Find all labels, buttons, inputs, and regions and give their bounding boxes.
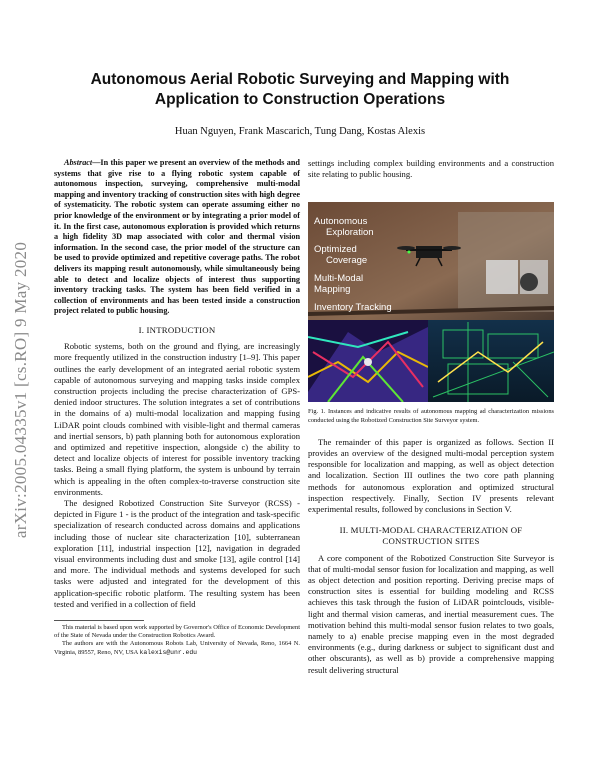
figure-label-multi-modal: Multi-Modal: [314, 273, 364, 285]
organization-paragraph: The remainder of this paper is organized as follows. Section II provides an overview of the designed multi-modal perception system responsible for localization and mapping, as well as object detection and localization. Section III outlines the two core path planning methods for autonomous exploration and optimized structural inspection respectively. Finally, Section IV presents relevant experimental results, followed by conclusions in Section V.: [308, 436, 554, 515]
section-heading-introduction: I. INTRODUCTION: [138, 324, 216, 335]
footnote-funding: This material is based upon work supported by Governor's Office of Economic Development of the State of Nevada under the Construction Robotics Award.: [54, 623, 300, 640]
figure-label-autonomous: Autonomous: [314, 216, 368, 228]
figure-1-image: [308, 202, 554, 402]
footnote-rule: [54, 620, 144, 621]
right-column: [308, 158, 554, 676]
intro-paragraph-3: settings including complex building environments and a construction site relating to public housing.: [308, 158, 554, 180]
intro-paragraph-1: Robotic systems, both on the ground and flying, are increasingly more frequently utilized in the construction industry [1–9]. This paper outlines the early development of an integrated aerial robotic system capable of autonomous surveying and mapping tasks inside complex construction projects including the precise characterization of GPS-denied indoor structures. The solution integrates a set of contributions in the domains of a) multi-modal localization and mapping fusing LiDAR point clouds combined with visible-light and thermal cameras and inertial sensors, b) path planning both for autonomous exploration and optimized and repetitive inspection, alongside c) the ability to detect and localize objects of interest for possible inventory tracking tasks. Being a small flying platform, the system is unbound by terrain which is appealing in the often complex-to-traverse construction site environments.: [54, 341, 300, 497]
arxiv-stamp-text: arXiv:2005.04335v1 [cs.RO] 9 May 2020: [11, 241, 31, 539]
abstract-text: —In this paper we present an overview of the methods and systems that give rise to a flying robotic system capable of autonomous inspection, surveying, comprehensive multi-modal mapping and inventory tracking of construction sites with high degree of systematicity. The robotic system can operate assuming either no prior knowledge of the environment or by integrating a prior model of it. In the first case, autonomous exploration is provided which returns a high fidelity 3D map associated with color and thermal vision information. In the second case, the prior model of the structure can be used to provide optimized and repetitive coverage paths. The robot delivers its mapping result autonomously, while simultaneously being able to detect and localize objects of interest thus supporting inventory tracking tasks. The system has been field verified in a collection of environments and has been tested inside a construction project related to public housing.: [54, 158, 300, 316]
footnotes: [54, 620, 300, 657]
intro-paragraph-2: The designed Robotized Construction Site Surveyor (RCSS) - depicted in Figure 1 - is the product of the integration and task-specific specialization of research conducted across domains and applications including those of nuclear site characterization [10], subterranean exploration [11], industrial inspection [12], navigation in degraded visual environments including dust and smoke [13], agile control [14] and more. The individual methods and systems developed for such tasks were adjusted and integrated for the development of this application-specific robotic platform. The resulting system has been tested and verified in a collection of field: [54, 497, 300, 609]
paper-authors: Huan Nguyen, Frank Mascarich, Tung Dang, Kostas Alexis: [174, 126, 426, 137]
author-email: kalexis@unr.edu: [139, 648, 198, 656]
figure-label-inventory-tracking: Inventory Tracking: [314, 302, 392, 314]
abstract-label: Abstract: [64, 158, 93, 167]
section-heading-multi-modal: II. MULTI-MODAL CHARACTERIZATION OF CONSTRUCTION SITES: [339, 525, 523, 547]
left-column: [54, 158, 300, 657]
figure-label-coverage: Coverage: [326, 255, 368, 267]
figure-label-mapping: Mapping: [314, 284, 351, 296]
paper-title: Autonomous Aerial Robotic Surveying and Mapping with Application to Construction Operations: [90, 71, 510, 108]
figure-1-caption: Fig. 1. Instances and indicative results of autonomous mapping ad characterization missions conducted using the Robotized Construction Site Surveyor system.: [308, 408, 554, 424]
figure-1: [308, 202, 554, 402]
section2-paragraph-1: A core component of the Robotized Construction Site Surveyor is that of multi-modal sensor fusion for localization and mapping, as well as object detection and position reporting. Deriving precise maps of construction sites is essential for building modeling and RCSS achieves this task through the fusion of LiDAR pointclouds, visible-light and thermal vision cameras, and inertial measurement cues. The motivation behind this multi-modal sensor fusion relates to two goals, namely to a) enable precise mapping even in the most degraded environments (e.g., during darkness or subject to significant dust and other obscurants), as well as b) provide a comprehensive mapping result delivering structural: [308, 552, 554, 675]
figure-label-optimized: Optimized: [314, 244, 357, 256]
abstract: [54, 158, 300, 317]
footnote-affiliation: [54, 640, 300, 656]
footnote-affiliation-text: The authors are with the Autonomous Robots Lab, University of Nevada, Reno, 1664 N. Virginia, 89557, Reno, NV, USA: [54, 640, 300, 656]
figure-label-exploration: Exploration: [326, 227, 374, 239]
arxiv-stamp: [6, 190, 36, 590]
